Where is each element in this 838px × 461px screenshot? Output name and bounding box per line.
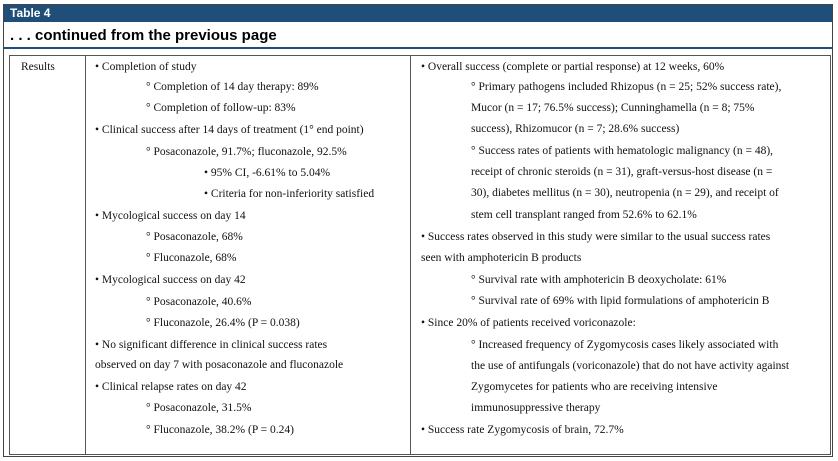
right-line: seen with amphotericin B products xyxy=(421,252,582,264)
row-label: Results xyxy=(21,61,55,73)
right-line: ° Primary pathogens included Rhizopus (n = 25; 52% success rate), xyxy=(471,81,782,93)
left-line: • Completion of study xyxy=(95,61,197,73)
left-line: observed on day 7 with posaconazole and fluconazole xyxy=(95,359,344,371)
left-line: • No significant difference in clinical success rates xyxy=(95,339,328,351)
left-line: • Clinical relapse rates on day 42 xyxy=(95,381,247,393)
left-line: ° Posaconazole, 68% xyxy=(146,231,243,243)
left-line: ° Posaconazole, 40.6% xyxy=(146,296,252,308)
right-line: ° Success rates of patients with hematologic malignancy (n = 48), xyxy=(471,145,774,157)
continued-heading: . . . continued from the previous page xyxy=(4,22,832,49)
left-line: • Criteria for non-inferiority satisfied xyxy=(204,188,375,200)
right-line: success), Rhizomucor (n = 7; 28.6% success) xyxy=(471,123,680,135)
table-frame xyxy=(3,4,833,457)
right-line: ° Increased frequency of Zygomycosis cases likely associated with xyxy=(471,339,779,351)
left-line: ° Fluconazole, 26.4% (P = 0.038) xyxy=(146,317,300,329)
row-label-cell xyxy=(10,56,86,454)
left-line: • Clinical success after 14 days of treatment (1° end point) xyxy=(95,124,364,136)
right-line: immunosuppressive therapy xyxy=(471,402,601,414)
right-line: ° Survival rate of 69% with lipid formulations of amphotericin B xyxy=(471,295,770,307)
left-line: ° Fluconazole, 68% xyxy=(146,252,237,264)
right-line: Zygomycetes for patients who are receiving intensive xyxy=(471,381,718,393)
left-line: ° Posaconazole, 31.5% xyxy=(146,402,252,414)
left-line: • Mycological success on day 42 xyxy=(95,274,246,286)
right-line: Mucor (n = 17; 76.5% success); Cunninghamella (n = 8; 75% xyxy=(471,102,755,114)
results-table xyxy=(9,55,831,455)
right-line: • Overall success (complete or partial response) at 12 weeks, 60% xyxy=(421,61,725,73)
left-line: ° Posaconazole, 91.7%; fluconazole, 92.5% xyxy=(146,146,347,158)
right-line: • Success rate Zygomycosis of brain, 72.7% xyxy=(421,424,624,436)
left-line: ° Completion of follow-up: 83% xyxy=(146,102,296,114)
right-line: • Since 20% of patients received voriconazole: xyxy=(421,317,636,329)
left-line: ° Completion of 14 day therapy: 89% xyxy=(146,81,319,93)
right-line: • Success rates observed in this study were similar to the usual success rates xyxy=(421,231,771,243)
left-results-cell xyxy=(86,56,411,454)
right-results-cell xyxy=(411,56,830,454)
left-line: ° Fluconazole, 38.2% (P = 0.24) xyxy=(146,424,294,436)
right-line: the use of antifungals (voriconazole) that do not have activity against xyxy=(471,360,790,372)
left-line: • Mycological success on day 14 xyxy=(95,210,246,222)
right-line: stem cell transplant ranged from 52.6% to 62.1% xyxy=(471,209,697,221)
right-line: 30), diabetes mellitus (n = 30), neutropenia (n = 29), and receipt of xyxy=(471,187,779,199)
table-label: Table 4 xyxy=(4,5,832,22)
right-line: ° Survival rate with amphotericin B deoxycholate: 61% xyxy=(471,274,727,286)
right-line: receipt of chronic steroids (n = 31), graft-versus-host disease (n = xyxy=(471,166,773,178)
left-line: • 95% CI, -6.61% to 5.04% xyxy=(204,167,331,179)
